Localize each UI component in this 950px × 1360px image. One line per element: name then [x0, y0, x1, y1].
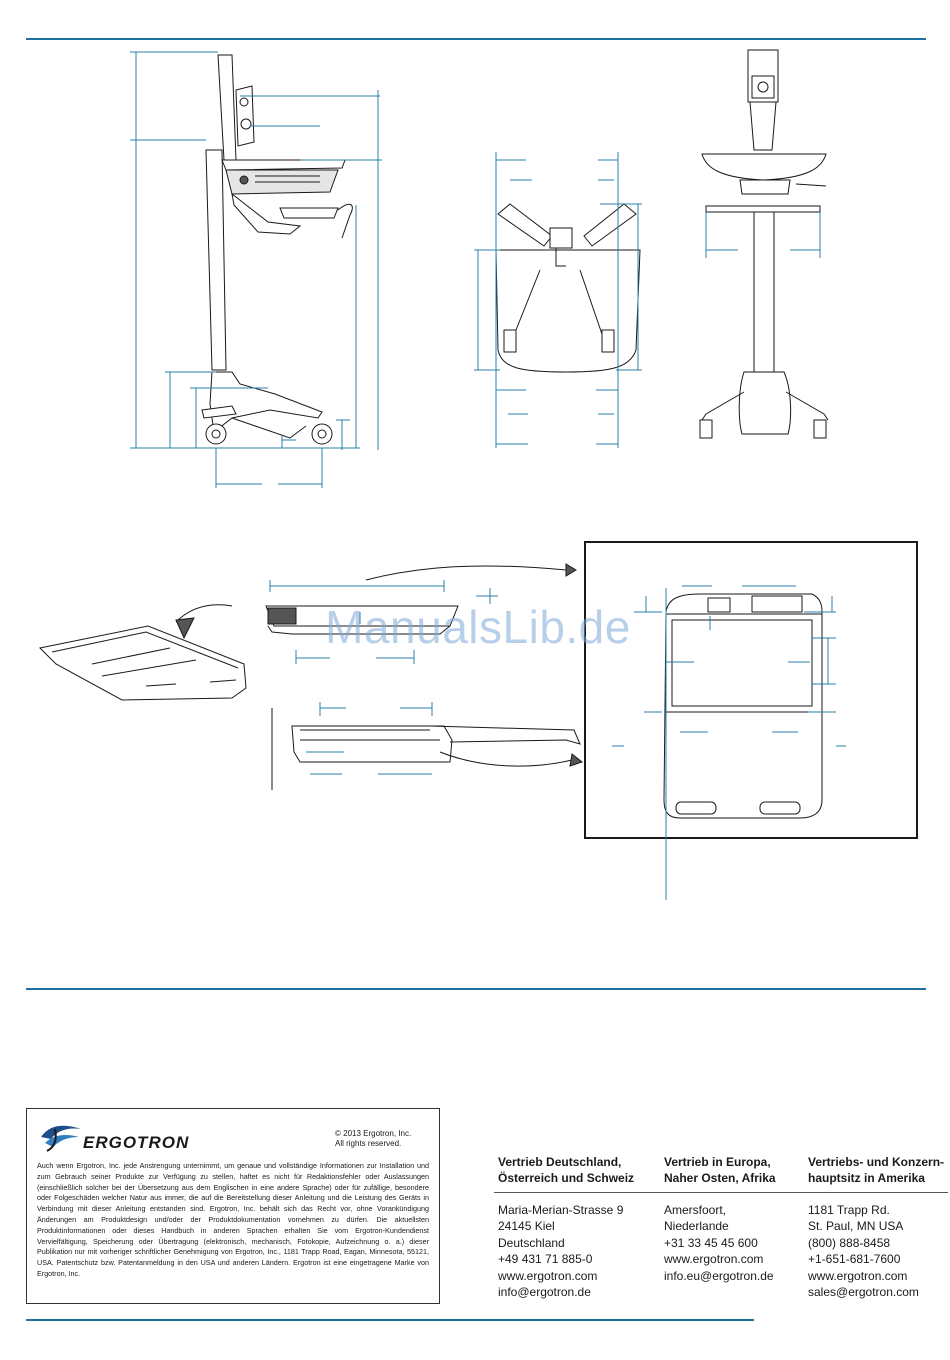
contact-column-europe: [664, 1154, 776, 1283]
brand-name: ERGOTRON: [83, 1133, 190, 1152]
contact-divider: [494, 1192, 948, 1193]
ergotron-logo: [39, 1119, 239, 1153]
contact-details: Maria-Merian-Strasse 9 24145 Kiel Deutschland +49 431 71 885-0 www.ergotron.com info@ergotron.de: [498, 1203, 624, 1300]
ergotron-wave-icon: [39, 1119, 83, 1153]
legal-notice-box: [26, 1108, 440, 1304]
contact-column-america: [808, 1154, 945, 1300]
contact-column-germany: [498, 1154, 635, 1300]
legal-disclaimer: Auch wenn Ergotron, Inc. jede Anstrengung unternimmt, um genaue und vollständige Informationen zur Installation und zum Gebrauch seiner Produkte zur Verfügung zu stellen, haftet es nicht für Redaktionsfehler oder Auslassungen (einschließlich solcher bei der Übersetzung aus dem Englischen in eine andere Sprache) oder für zufällige, besondere oder Folgeschäden welcher Natur aus immer, die auf die Bereitstellung dieser Anleitung und die Leistung des Geräts in Verbindung mit dieser Anleitung entstanden sind. Ergotron, Inc. behält sich das Recht vor, ohne Vorankündigung Änderungen am Produktdesign und/oder der Produktdokumentation vornehmen zu dürfen. Die aktuellsten Produktinformationen oder dieses Handbuch in anderen Sprachen erhalten Sie vom Ergotron-Kundendienst Vervielfältigung, Speicherung oder Übertragung (elektronisch, mechanisch, Fotokopie, Aufzeichnung o. a.) dieser Publikation nur mit vorheriger schriftlicher Genehmigung von Ergotron, Inc., 1181 Trapp Road, Eagan, Minnesota, 55121, USA. Patentschutz bzw. Patentanmeldung in den USA und anderen Ländern. Ergotron ist eine eingetragene Marke von Ergotron, Inc.: [37, 1161, 429, 1278]
contact-details: 1181 Trapp Rd. St. Paul, MN USA (800) 888-8458 +1-651-681-7600 www.ergotron.com sales@ergotron.com: [808, 1203, 919, 1300]
copyright-text: © 2013 Ergotron, Inc. All rights reserved.: [335, 1129, 412, 1148]
contact-heading: Vertrieb Deutschland, Österreich und Schweiz: [498, 1155, 635, 1185]
contact-heading: Vertrieb in Europa, Naher Osten, Afrika: [664, 1155, 776, 1185]
watermark: ManualsLib.de: [325, 601, 631, 653]
contact-heading: Vertriebs- und Konzern- hauptsitz in Amerika: [808, 1155, 945, 1185]
contact-details: Amersfoort, Niederlande +31 33 45 45 600 www.ergotron.com info.eu@ergotron.de: [664, 1203, 774, 1283]
